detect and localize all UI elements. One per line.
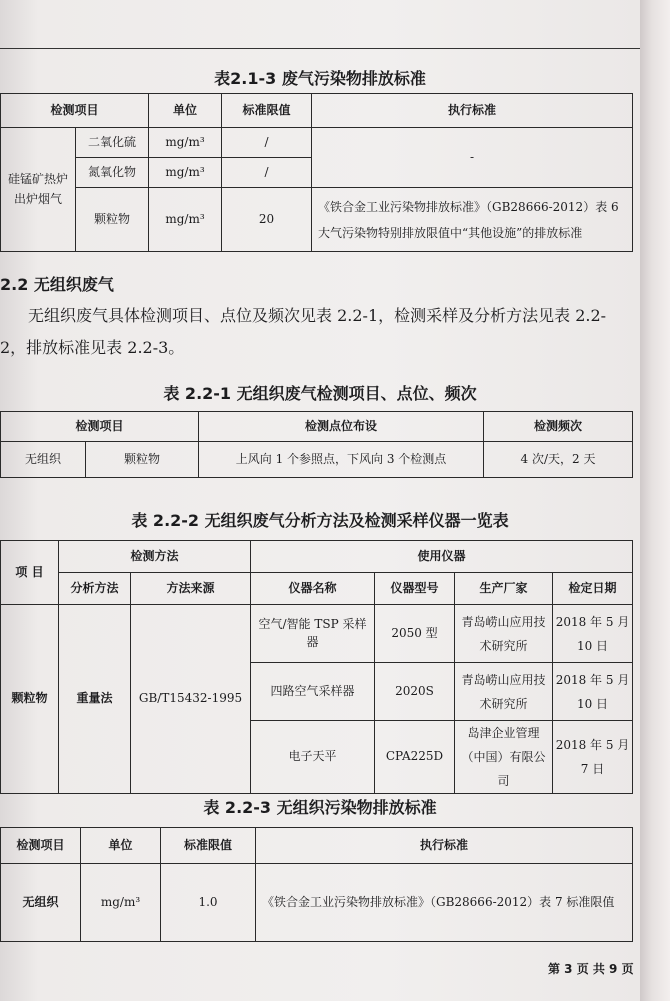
- instrument-name: 四路空气采样器: [251, 663, 375, 721]
- instrument-model: 2050 型: [375, 605, 455, 663]
- table-223-header-item: 检测项目: [1, 828, 81, 864]
- section-paragraph: [0, 300, 632, 364]
- table-222-subheader: 仪器名称: [251, 573, 375, 605]
- table-row-item: 氮氧化物: [76, 158, 149, 188]
- table-221-header-points: 检测点位布设: [199, 412, 484, 442]
- table-223: [0, 827, 633, 942]
- table-222-item: 颗粒物: [1, 605, 59, 794]
- table-row-limit: /: [222, 158, 312, 188]
- table-221: [0, 411, 633, 478]
- instrument-date: 2018 年 5 月 10 日: [553, 605, 633, 663]
- table-row-item: 二氧化硫: [76, 128, 149, 158]
- table-222-subheader: 仪器型号: [375, 573, 455, 605]
- table-223-caption: 表 2.2-3 无组织污染物排放标准: [203, 798, 437, 817]
- table-213-header-limit: 标准限值: [222, 94, 312, 128]
- table-222-subheader: 分析方法: [59, 573, 131, 605]
- instrument-name: 电子天平: [251, 721, 375, 794]
- table-row-type: 无组织: [1, 442, 86, 478]
- table-213-group-label: 硅锰矿热炉出炉烟气: [1, 128, 76, 252]
- table-221-header-freq: 检测频次: [484, 412, 633, 442]
- table-222-subheader: 方法来源: [131, 573, 251, 605]
- instrument-maker: 青岛崂山应用技术研究所: [455, 605, 553, 663]
- table-221-header-item: 检测项目: [1, 412, 199, 442]
- table-213-header-standard: 执行标准: [312, 94, 633, 128]
- table-213-header-unit: 单位: [149, 94, 222, 128]
- table-row-unit: mg/m³: [149, 158, 222, 188]
- table-213-standard-dash: -: [312, 128, 633, 188]
- instrument-date: 2018 年 5 月 10 日: [553, 663, 633, 721]
- table-213-standard-text: 《铁合金工业污染物排放标准》（GB28666-2012）表 6 大气污染物特别排放限值中“其他设施”的排放标准: [312, 188, 633, 252]
- table-row-item: 无组织: [1, 864, 81, 942]
- instrument-name: 空气/智能 TSP 采样器: [251, 605, 375, 663]
- table-222-header-method: 检测方法: [59, 541, 251, 573]
- table-row-limit: /: [222, 128, 312, 158]
- table-row-unit: mg/m³: [81, 864, 161, 942]
- table-213: [0, 93, 633, 252]
- table-row-unit: mg/m³: [149, 128, 222, 158]
- table-213-caption: 表2.1-3 废气污染物排放标准: [214, 69, 426, 88]
- table-row-standard: 《铁合金工业污染物排放标准》（GB28666-2012）表 7 标准限值: [256, 864, 633, 942]
- instrument-model: CPA225D: [375, 721, 455, 794]
- table-row-limit: 1.0: [161, 864, 256, 942]
- page-footer: 第 3 页 共 9 页: [548, 962, 634, 976]
- table-222-subheader: 检定日期: [553, 573, 633, 605]
- table-213-header-item: 检测项目: [1, 94, 149, 128]
- table-row-limit: 20: [222, 188, 312, 252]
- paragraph-text: 无组织废气具体检测项目、点位及频次见表 2.2-1，检测采样及分析方法见表 2.2-2，排放标准见表 2.2-3。: [0, 306, 607, 357]
- instrument-maker: 岛津企业管理（中国）有限公司: [455, 721, 553, 794]
- instrument-maker: 青岛崂山应用技术研究所: [455, 663, 553, 721]
- table-222-method: 重量法: [59, 605, 131, 794]
- instrument-model: 2020S: [375, 663, 455, 721]
- table-row-points: 上风向 1 个参照点，下风向 3 个检测点: [199, 442, 484, 478]
- table-222-caption: 表 2.2-2 无组织废气分析方法及检测采样仪器一览表: [131, 511, 509, 530]
- table-223-header-unit: 单位: [81, 828, 161, 864]
- table-row-freq: 4 次/天，2 天: [484, 442, 633, 478]
- table-222: [0, 540, 633, 794]
- table-221-caption: 表 2.2-1 无组织废气检测项目、点位、频次: [163, 384, 477, 403]
- table-222-header-instrument: 使用仪器: [251, 541, 633, 573]
- table-222-header-item: 项 目: [1, 541, 59, 605]
- table-row-unit: mg/m³: [149, 188, 222, 252]
- table-222-subheader: 生产厂家: [455, 573, 553, 605]
- section-heading: 2.2 无组织废气: [0, 275, 114, 294]
- page-edge: [640, 0, 670, 1001]
- top-rule: [0, 48, 640, 49]
- instrument-date: 2018 年 5 月 7 日: [553, 721, 633, 794]
- table-222-source: GB/T15432-1995: [131, 605, 251, 794]
- table-223-header-standard: 执行标准: [256, 828, 633, 864]
- table-row-item: 颗粒物: [86, 442, 199, 478]
- table-223-header-limit: 标准限值: [161, 828, 256, 864]
- table-row-item: 颗粒物: [76, 188, 149, 252]
